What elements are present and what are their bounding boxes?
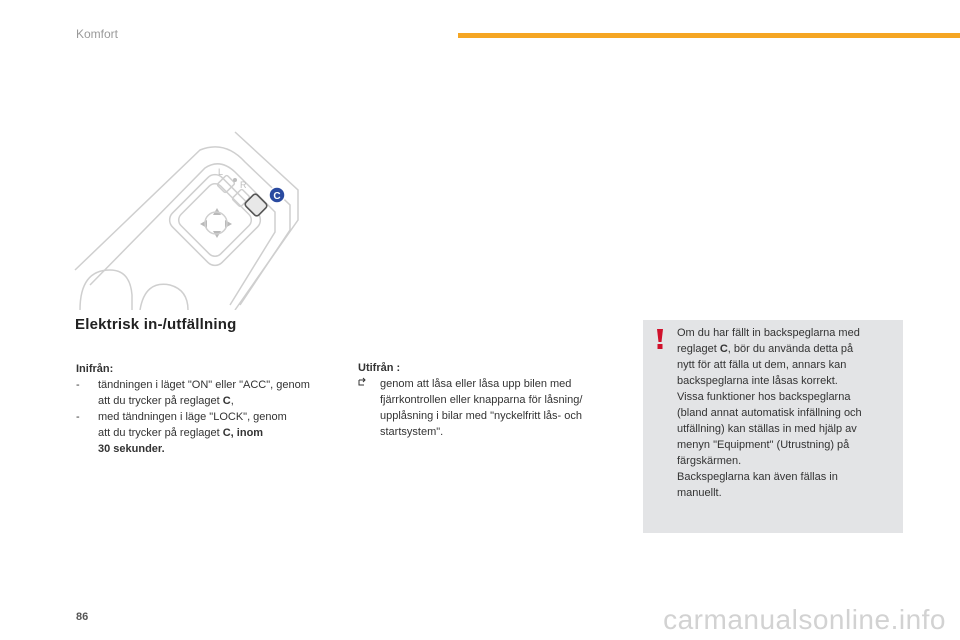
left-switch-letter: L (218, 167, 224, 177)
mirror-control-illustration (60, 120, 320, 310)
list-item: - med tändningen i läge "LOCK", genom att du trycker på reglaget C, inom 30 sekunder. (76, 411, 287, 455)
accent-bar (458, 33, 960, 38)
section-heading: Elektrisk in-/utfällning (75, 316, 237, 333)
inside-title: Inifrån: (76, 363, 114, 375)
outside-title: Utifrån : (358, 362, 401, 374)
pointing-hand-icon (358, 376, 369, 392)
inside-column (76, 361, 346, 457)
list-item: genom att låsa eller låsa upp bilen med fjärrkontrollen eller knapparna för låsning/ upplåsning i bilar med "nyckelfritt lås- och startsystem". (358, 376, 620, 440)
warning-note (643, 320, 903, 533)
list-item: - tändningen i läget "ON" eller "ACC", genom att du trycker på reglaget C, (76, 379, 310, 407)
callout-c: C (273, 191, 281, 202)
page-number: 86 (76, 611, 89, 623)
note-text: Om du har fällt in backspeglarna med reglaget C, bör du använda detta på nytt för att fälla ut dem, annars kan backspeglarna inte låsas korrekt. Vissa funktioner hos backspeglarna (bland annat automatisk infällning och utfällning) kan ställas in med hjälp av menyn "Equipment" (Utrustning) på färgskärmen. Backspeglarna kan även fällas in manuellt. (677, 327, 862, 499)
right-switch-letter: R (240, 180, 247, 190)
watermark: carmanualsonline.info (663, 604, 946, 635)
section-title: Komfort (76, 27, 119, 41)
exclamation-icon (653, 328, 667, 350)
outside-column (358, 360, 620, 440)
